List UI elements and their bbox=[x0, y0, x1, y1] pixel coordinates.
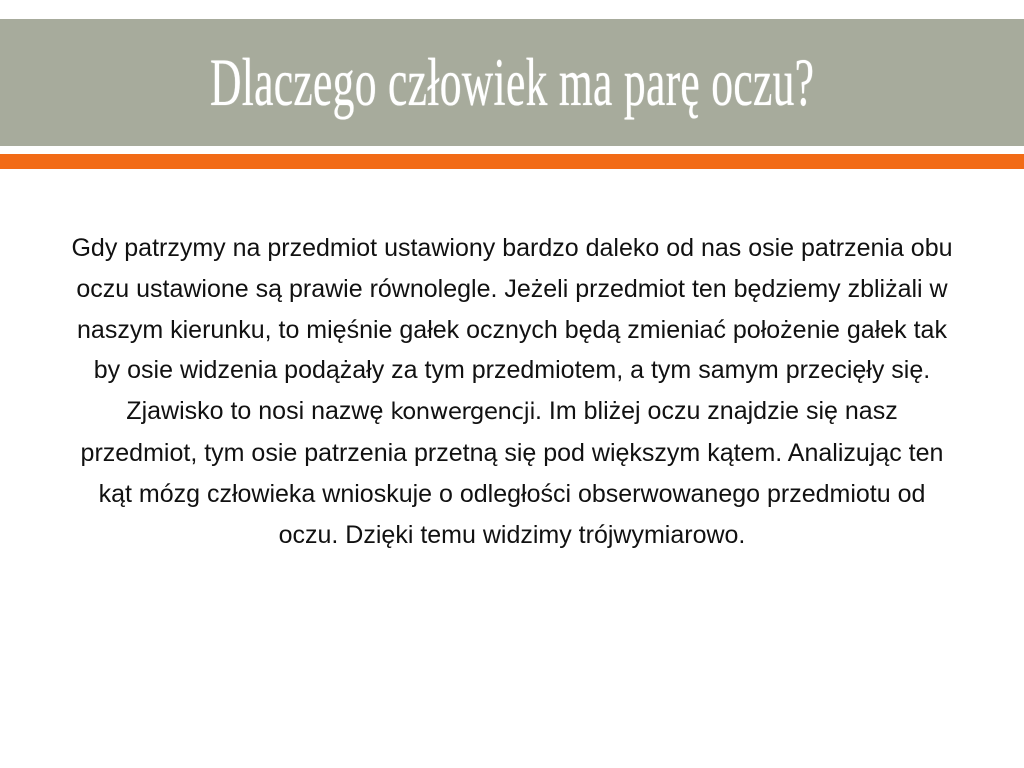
title-band bbox=[0, 19, 1024, 146]
body-term: konwergencji bbox=[390, 399, 536, 426]
accent-bar bbox=[0, 154, 1024, 169]
body-paragraph bbox=[70, 228, 954, 555]
slide-title: Dlaczego człowiek ma parę oczu? bbox=[209, 44, 815, 120]
body-text-after: . Im bliżej oczu znajdzie się nasz przedmiot, tym osie patrzenia przetną się pod większym kątem. Analizując ten kąt mózg człowieka wnioskuje o odległości obserwowanego przedmiotu od oczu. Dzięki temu widzimy trójwymiarowo. bbox=[80, 397, 944, 549]
body-text-before: Gdy patrzymy na przedmiot ustawiony bardzo daleko od nas osie patrzenia obu oczu ustawione są prawie równolegle. Jeżeli przedmiot ten będziemy zbliżali w naszym kierunku, to mięśnie gałek ocznych będą zmieniać położenie gałek tak by osie widzenia podążały za tym przedmiotem, a tym samym przecięły się. Zjawisko to nosi nazwę bbox=[71, 234, 953, 426]
